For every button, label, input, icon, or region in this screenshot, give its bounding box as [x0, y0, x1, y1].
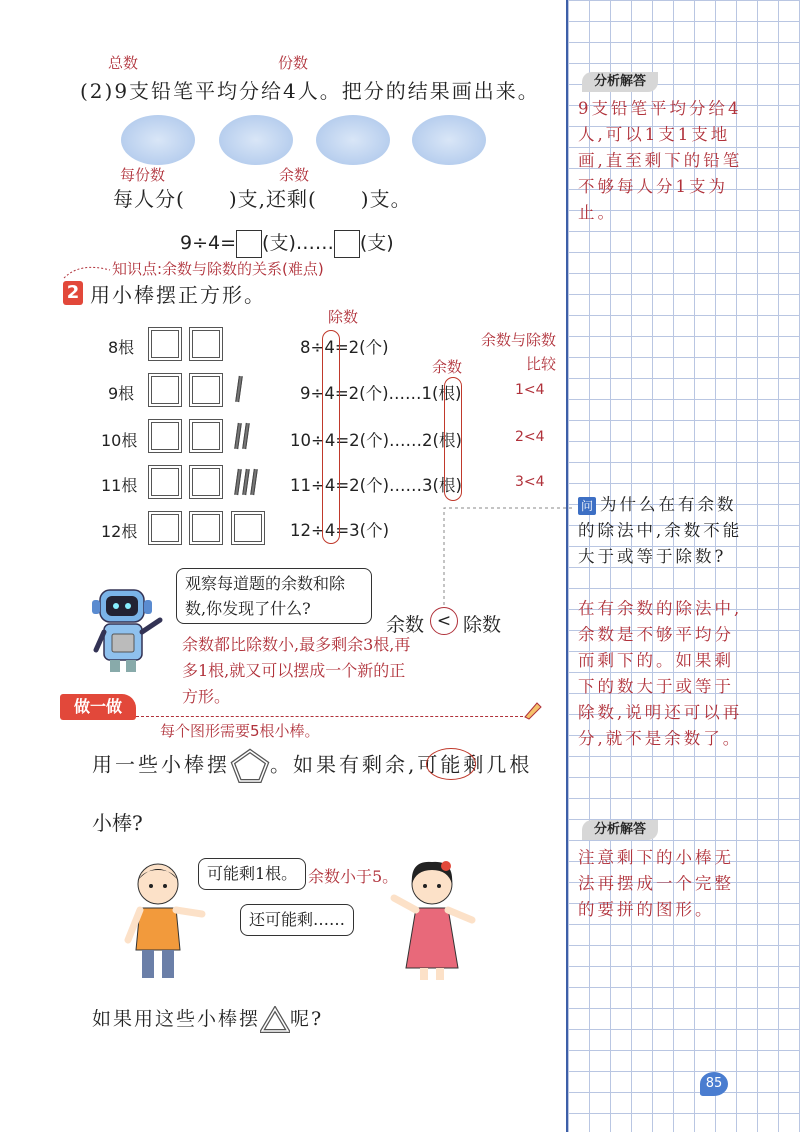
- header-divisor: 除数: [328, 308, 359, 326]
- analysis-title-1: 分析解答: [582, 72, 658, 92]
- divisor-highlight: [322, 330, 340, 544]
- fill-sentence: [113, 183, 412, 212]
- stick-square: [148, 419, 182, 453]
- loose-stick: [242, 423, 250, 449]
- pencil-group-4: [412, 115, 486, 165]
- stick-square: [189, 419, 223, 453]
- row-compare: 2<4: [515, 429, 545, 445]
- question-part-b: 。如果有剩余,可能剩几根: [270, 752, 533, 777]
- robot-illustration: [86, 582, 172, 674]
- header-remainder: 余数: [432, 358, 463, 376]
- loose-stick: [234, 469, 242, 495]
- connector-line: [436, 500, 576, 610]
- pentagon-icon: [230, 748, 270, 784]
- triangle-icon: [260, 1006, 290, 1034]
- boy-illustration: [120, 858, 210, 982]
- comparison-circle: <: [430, 607, 458, 635]
- stick-square: [148, 511, 182, 545]
- stick-square: [148, 465, 182, 499]
- hint-text: 余数小于5。: [308, 867, 399, 886]
- followup-part-a: 如果用这些小棒摆: [92, 1008, 261, 1030]
- header-compare: 余数与除数比较: [480, 331, 556, 373]
- row-compare: 1<4: [515, 382, 545, 398]
- fill-b: )支,还剩(: [228, 187, 317, 211]
- label-portions: 份数: [278, 54, 309, 72]
- fill-a: 每人分(: [113, 187, 185, 211]
- page-number: 85: [700, 1072, 728, 1096]
- practice-banner: 做一做: [60, 694, 136, 720]
- quotient-box[interactable]: [236, 230, 262, 258]
- pencil-icon: [522, 698, 544, 720]
- row-compare: 3<4: [515, 474, 545, 490]
- stick-square: [189, 327, 223, 361]
- section-badge: 2: [63, 281, 83, 305]
- stick-square: [148, 373, 182, 407]
- loose-stick: [234, 423, 242, 449]
- eq-left: 9÷4=: [180, 232, 237, 254]
- label-remain: 余数: [279, 166, 310, 184]
- equation-row: [180, 228, 394, 258]
- stick-square: [148, 327, 182, 361]
- pencil-group-3: [316, 115, 390, 165]
- girl-illustration: [382, 856, 478, 982]
- remainder-highlight: [444, 377, 462, 501]
- row-equation: 12÷4=3(个): [290, 521, 390, 540]
- sidebar-question: 为什么在有余数的除法中,余数不能大于或等于除数?: [578, 495, 743, 566]
- section-title: 用小棒摆正方形。: [90, 283, 266, 307]
- row-label: 8根: [108, 338, 135, 357]
- row-equation: 10÷4=2(个)……2(根): [290, 431, 462, 450]
- row-equation: 8÷4=2(个): [300, 338, 389, 357]
- row-equation: 11÷4=2(个)……3(根): [290, 476, 462, 495]
- followup-question: [92, 1004, 323, 1034]
- robot-question-bubble: 观察每道题的余数和除数,你发现了什么?: [176, 568, 372, 624]
- row-equation: 9÷4=2(个)……1(根): [300, 384, 462, 403]
- fill-c: )支。: [360, 187, 412, 211]
- girl-bubble: 还可能剩……: [240, 904, 354, 936]
- question-icon: 问: [578, 497, 596, 515]
- row-label: 11根: [101, 476, 138, 495]
- stick-square: [189, 373, 223, 407]
- keyword-highlight: [426, 748, 476, 780]
- stick-square: [189, 465, 223, 499]
- loose-stick: [235, 376, 243, 402]
- question-2: (2)9支铅笔平均分给4人。把分的结果画出来。: [80, 79, 540, 103]
- question-part-c: 小棒?: [92, 811, 143, 835]
- analysis-title-2: 分析解答: [582, 820, 658, 840]
- eq-right: (支): [359, 232, 394, 254]
- label-total: 总数: [108, 54, 139, 72]
- practice-note: 每个图形需要5根小棒。: [160, 722, 320, 740]
- row-label: 12根: [101, 522, 138, 541]
- conclusion-left: 余数: [386, 614, 425, 636]
- pencil-group-1: [121, 115, 195, 165]
- boy-bubble: 可能剩1根。: [198, 858, 306, 890]
- eq-mid: (支)……: [262, 232, 334, 254]
- stick-square: [189, 511, 223, 545]
- question-part-a: 用一些小棒摆: [92, 752, 230, 777]
- sidebar-answer: 在有余数的除法中,余数是不够平均分而剩下的。如果剩下的数大于或等于除数,说明还可以再分,就不是余数了。: [578, 599, 743, 748]
- analysis-text-2: 注意剩下的小棒无法再摆成一个完整的要拼的图形。: [578, 848, 734, 919]
- pencil-group-2: [219, 115, 293, 165]
- practice-divider: [136, 716, 528, 717]
- knowledge-point: 知识点:余数与除数的关系(难点): [112, 260, 324, 278]
- stick-square: [231, 511, 265, 545]
- followup-part-b: 呢?: [290, 1008, 324, 1030]
- analysis-text-1: 9支铅笔平均分给4人,可以1支1支地画,直至剩下的铅笔不够每人分1支为止。: [578, 99, 743, 222]
- conclusion-right: 除数: [463, 614, 502, 636]
- label-each: 每份数: [120, 166, 166, 184]
- row-label: 10根: [101, 431, 138, 450]
- robot-answer: 余数都比除数小,最多剩余3根,再多1根,就又可以摆成一个新的正方形。: [182, 635, 411, 706]
- remainder-box[interactable]: [334, 230, 360, 258]
- loose-stick: [250, 469, 258, 495]
- loose-stick: [242, 469, 250, 495]
- row-label: 9根: [108, 384, 135, 403]
